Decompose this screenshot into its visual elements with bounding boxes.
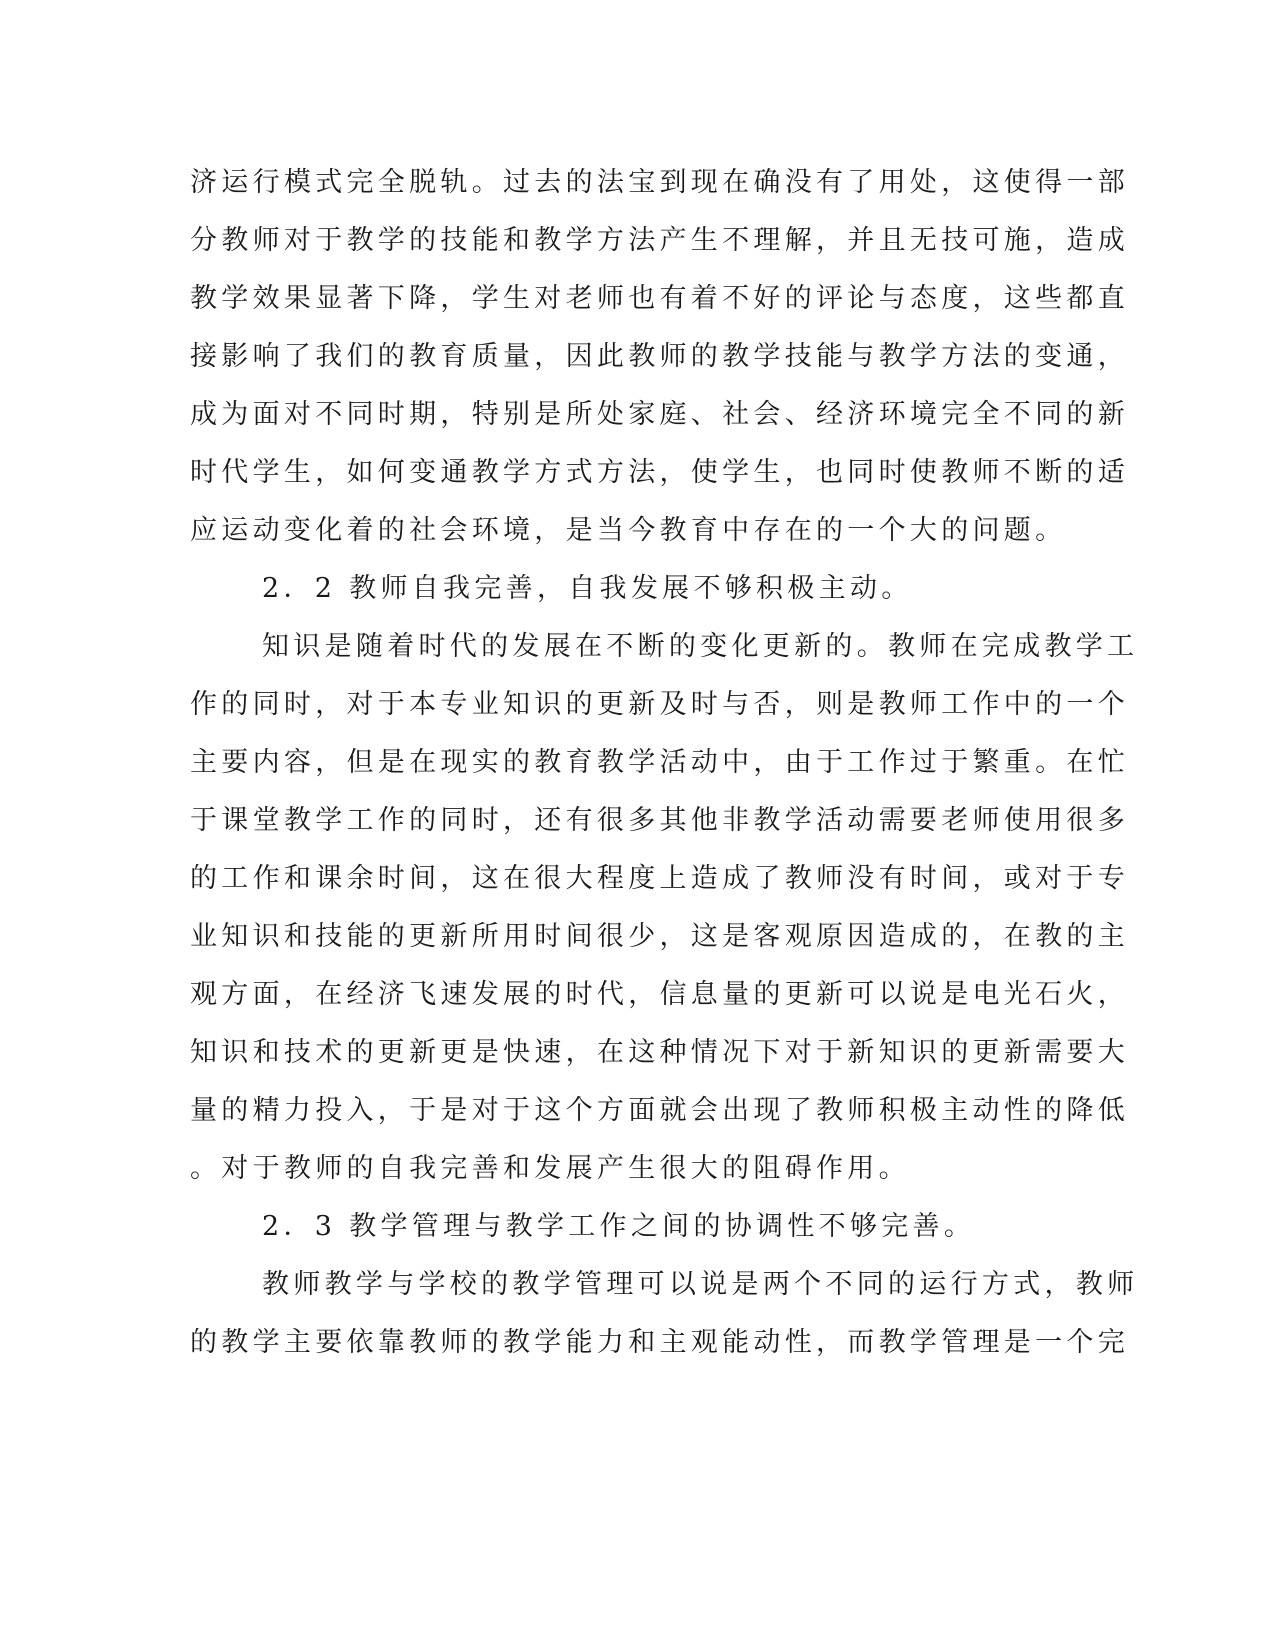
- text-line: 于课堂教学工作的同时，还有很多其他非教学活动需要老师使用很多: [190, 805, 1129, 836]
- text-line: 。对于教师的自我完善和发展产生很大的阻碍作用。: [190, 1153, 910, 1184]
- text-line: 应运动变化着的社会环境，是当今教育中存在的一个大的问题。: [190, 515, 1067, 546]
- text-line: 的教学主要依靠教师的教学能力和主观能动性，而教学管理是一个完: [190, 1327, 1129, 1358]
- text-line: 时代学生，如何变通教学方式方法，使学生，也同时使教师不断的适: [190, 457, 1129, 488]
- text-line: 分教师对于教学的技能和教学方法产生不理解，并且无技可施，造成: [190, 225, 1129, 256]
- text-line: 知识是随着时代的发展在不断的变化更新的。教师在完成教学工: [262, 631, 1139, 662]
- text-line: 教学效果显著下降，学生对老师也有着不好的评论与态度，这些都直: [190, 283, 1129, 314]
- text-line: 主要内容，但是在现实的教育教学活动中，由于工作过于繁重。在忙: [190, 747, 1129, 778]
- text-line: 济运行模式完全脱轨。过去的法宝到现在确没有了用处，这使得一部: [190, 167, 1129, 198]
- text-line: 接影响了我们的教育质量，因此教师的教学技能与教学方法的变通，: [190, 341, 1129, 372]
- text-line: 观方面，在经济飞速发展的时代，信息量的更新可以说是电光石火，: [190, 979, 1129, 1010]
- text-line: 的工作和课余时间，这在很大程度上造成了教师没有时间，或对于专: [190, 863, 1129, 894]
- text-line: 业知识和技能的更新所用时间很少，这是客观原因造成的，在教的主: [190, 921, 1129, 952]
- text-line: 作的同时，对于本专业知识的更新及时与否，则是教师工作中的一个: [190, 689, 1129, 720]
- text-line: 教师教学与学校的教学管理可以说是两个不同的运行方式，教师: [262, 1269, 1139, 1300]
- text-line: 成为面对不同时期，特别是所处家庭、社会、经济环境完全不同的新: [190, 399, 1129, 430]
- section-heading: 2．3 教学管理与教学工作之间的协调性不够完善。: [262, 1211, 976, 1242]
- text-line: 量的精力投入，于是对于这个方面就会出现了教师积极主动性的降低: [190, 1095, 1129, 1126]
- text-line: 知识和技术的更新更是快速，在这种情况下对于新知识的更新需要大: [190, 1037, 1129, 1068]
- section-heading: 2．2 教师自我完善，自我发展不够积极主动。: [262, 573, 913, 604]
